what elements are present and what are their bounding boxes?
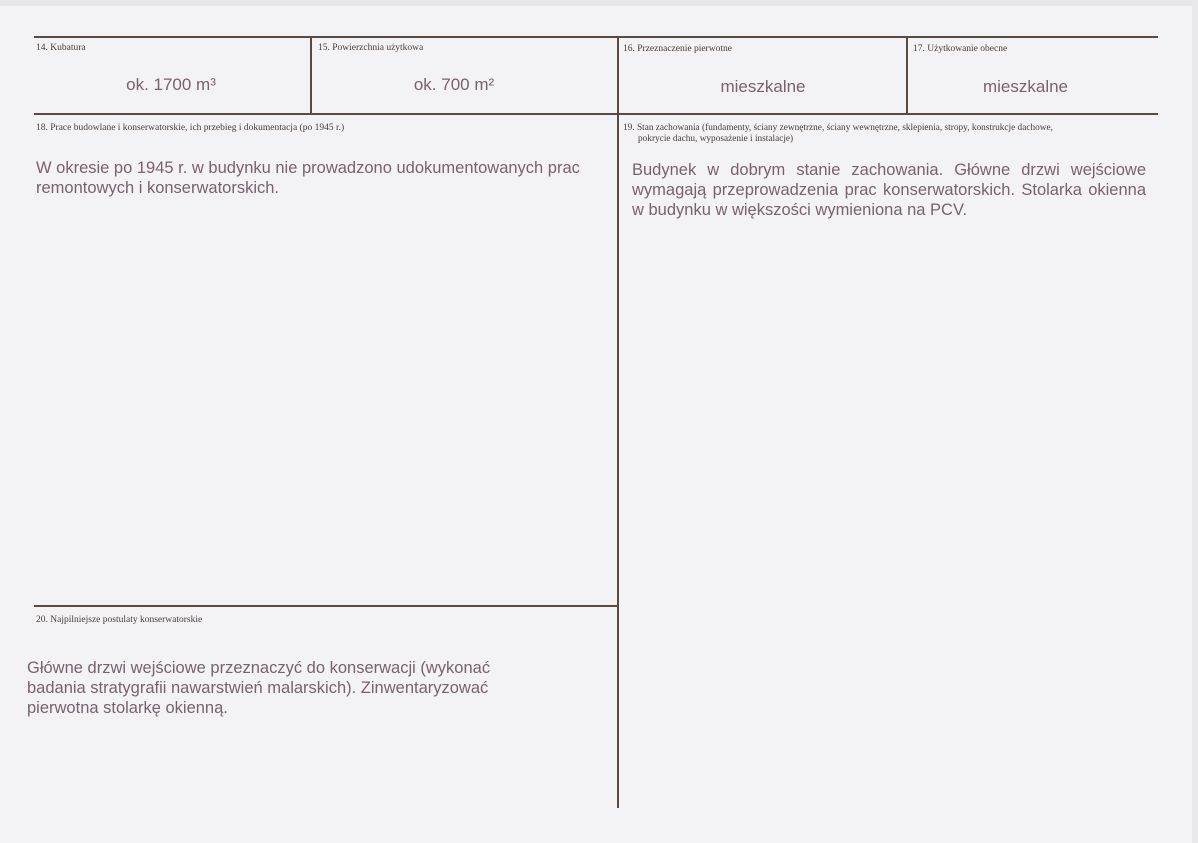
divider-16-17 xyxy=(906,36,908,115)
field-14-label: 14. Kubatura xyxy=(36,43,86,53)
field-15-label: 15. Powierzchnia użytkowa xyxy=(318,43,424,53)
top-edge xyxy=(0,0,1198,6)
top-rule xyxy=(34,36,1158,38)
field-18-text: W okresie po 1945 r. w budynku nie prowadzono udokumentowanych prac remontowych i konserwatorskich. xyxy=(36,159,580,197)
middle-rule xyxy=(34,113,1158,115)
divider-main xyxy=(617,36,619,808)
field-18-label: 18. Prace budowlane i konserwatorskie, ich przebieg i dokumentacja (po 1945 r.) xyxy=(36,123,345,133)
field-17-value: mieszkalne xyxy=(982,77,1069,96)
right-edge xyxy=(1192,0,1198,843)
field-17-label: 17. Użytkowanie obecne xyxy=(913,44,1008,54)
divider-14-15 xyxy=(310,36,312,115)
field-19-label-line1: 19. Stan zachowania (fundamenty, ściany zewnętrzne, ściany wewnętrzne, sklepienia, stropy, konstrukcje dachowe, xyxy=(623,123,1053,133)
field-16-label: 16. Przeznaczenie pierwotne xyxy=(623,44,732,54)
field-19-text: Budynek w dobrym stanie zachowania. Główne drzwi wejściowe wymagają przeprowadzenia prac konserwatorskich. Stolarka okienna w budynku w większości wymieniona na PCV. xyxy=(632,161,1146,219)
field-20-label: 20. Najpilniejsze postulaty konserwatorskie xyxy=(36,615,203,625)
section-20-rule xyxy=(34,605,618,607)
field-16-value: mieszkalne xyxy=(720,77,806,96)
field-15-value: ok. 700 m² xyxy=(413,75,495,94)
field-19-label-line2: pokrycie dachu, wyposażenie i instalacje) xyxy=(638,134,794,144)
field-20-text: Główne drzwi wejściowe przeznaczyć do konserwacji (wykonać badania stratygrafii nawarstwień malarskich). Zinwentaryzować pierwotna stolarkę okienną. xyxy=(27,659,491,717)
field-14-value: ok. 1700 m³ xyxy=(126,75,216,94)
